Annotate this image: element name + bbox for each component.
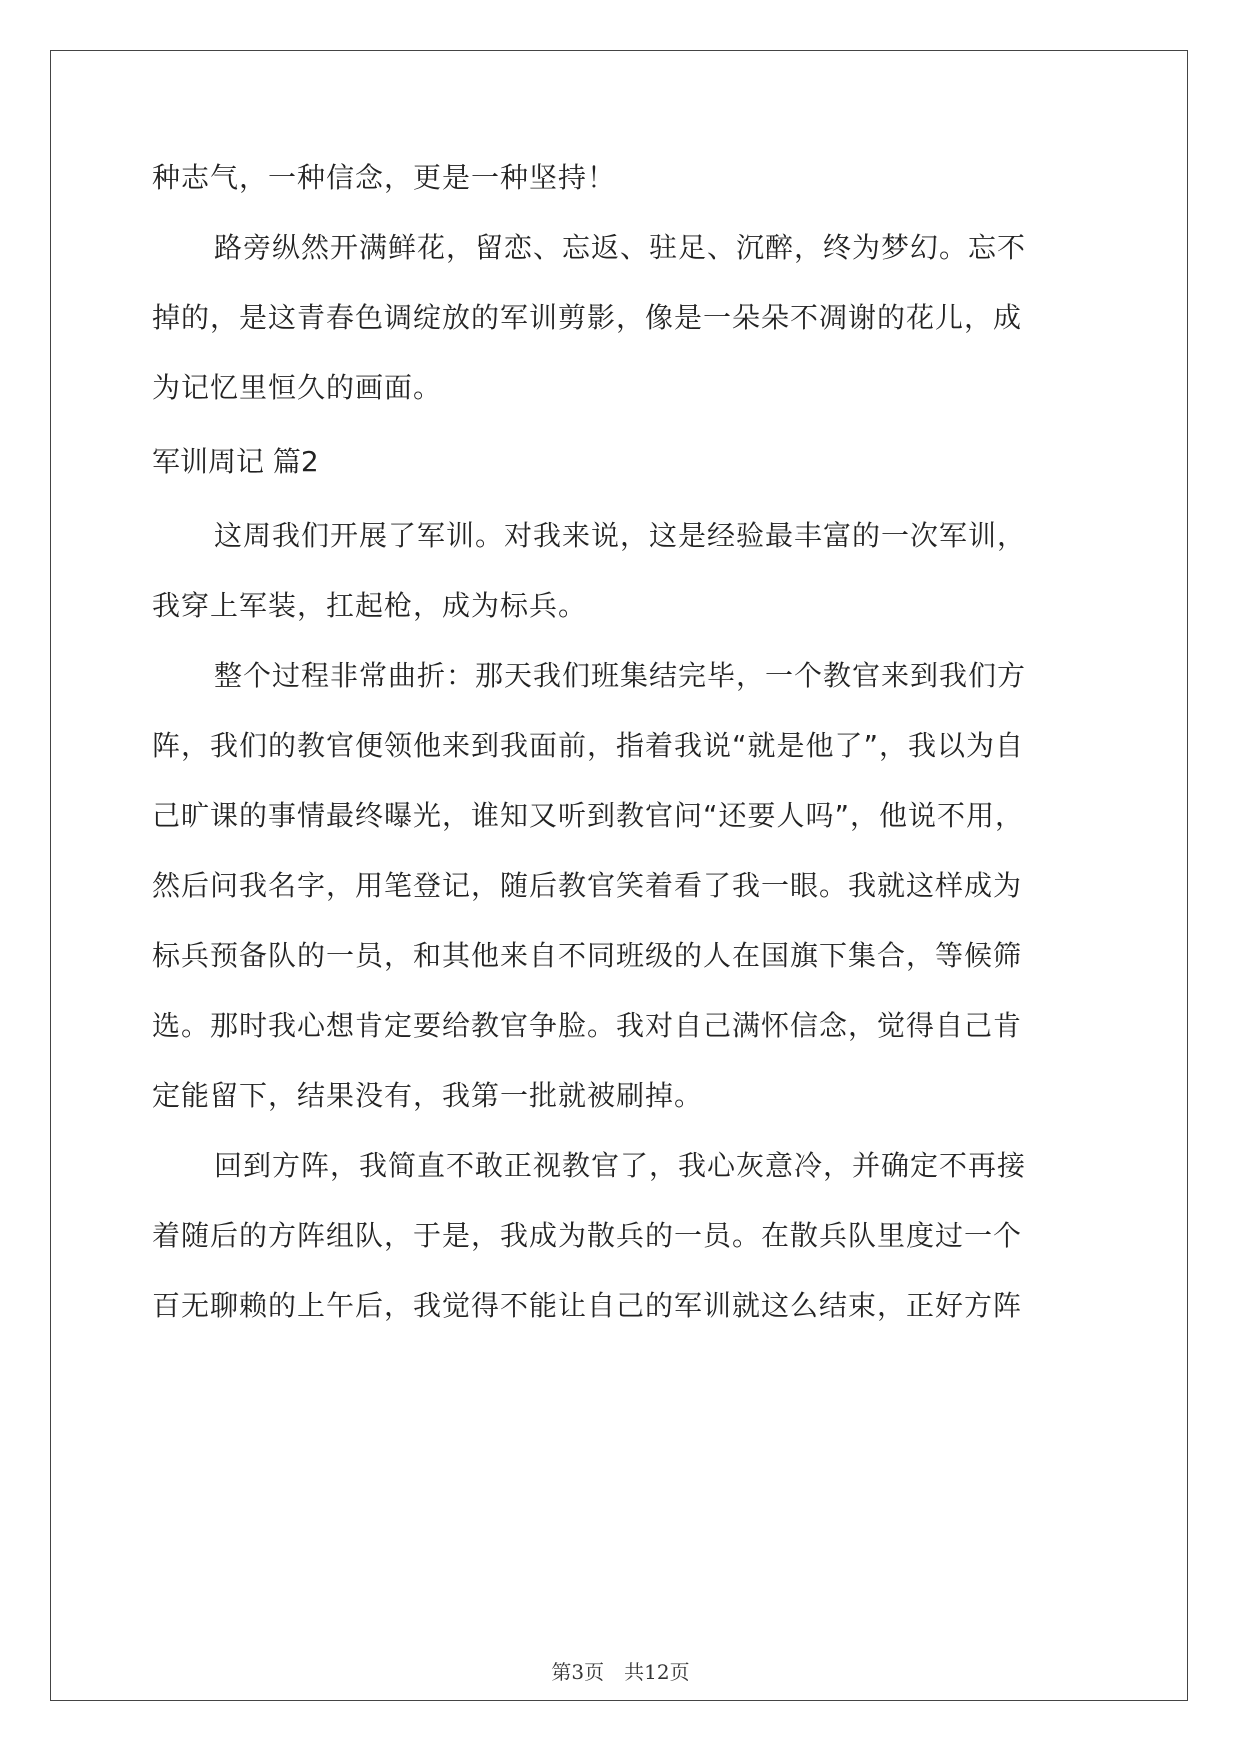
paragraph-line: 这周我们开展了军训。对我来说，这是经验最丰富的一次军训， bbox=[214, 519, 1027, 552]
paragraph-line: 种志气，一种信念，更是一种坚持！ bbox=[152, 161, 617, 194]
paragraph-line: 阵，我们的教官便领他来到我面前，指着我说“就是他了”，我以为自 bbox=[152, 729, 1025, 762]
paragraph-line: 然后问我名字，用笔登记，随后教官笑着看了我一眼。我就这样成为 bbox=[152, 869, 1023, 902]
paragraph-line: 整个过程非常曲折：那天我们班集结完毕，一个教官来到我们方 bbox=[214, 659, 1027, 692]
paragraph-line: 路旁纵然开满鲜花，留恋、忘返、驻足、沉醉，终为梦幻。忘不 bbox=[214, 231, 1027, 264]
page-number-footer: 第3页 共12页 bbox=[551, 1660, 690, 1684]
paragraph-line: 定能留下，结果没有，我第一批就被刷掉。 bbox=[152, 1079, 704, 1112]
section-heading: 军训周记 篇2 bbox=[152, 445, 319, 478]
paragraph-line: 我穿上军装，扛起枪，成为标兵。 bbox=[152, 589, 588, 622]
paragraph-line: 选。那时我心想肯定要给教官争脸。我对自己满怀信念，觉得自己肯 bbox=[152, 1009, 1023, 1042]
paragraph-line: 着随后的方阵组队，于是，我成为散兵的一员。在散兵队里度过一个 bbox=[152, 1219, 1023, 1252]
paragraph-line: 为记忆里恒久的画面。 bbox=[152, 371, 443, 404]
paragraph-line: 回到方阵，我简直不敢正视教官了，我心灰意冷，并确定不再接 bbox=[214, 1149, 1027, 1182]
paragraph-line: 百无聊赖的上午后，我觉得不能让自己的军训就这么结束，正好方阵 bbox=[152, 1289, 1023, 1322]
paragraph-line: 标兵预备队的一员，和其他来自不同班级的人在国旗下集合，等候筛 bbox=[152, 939, 1023, 972]
paragraph-line: 掉的，是这青春色调绽放的军训剪影，像是一朵朵不凋谢的花儿，成 bbox=[152, 301, 1023, 334]
paragraph-line: 己旷课的事情最终曝光，谁知又听到教官问“还要人吗”，他说不用， bbox=[152, 799, 1025, 832]
